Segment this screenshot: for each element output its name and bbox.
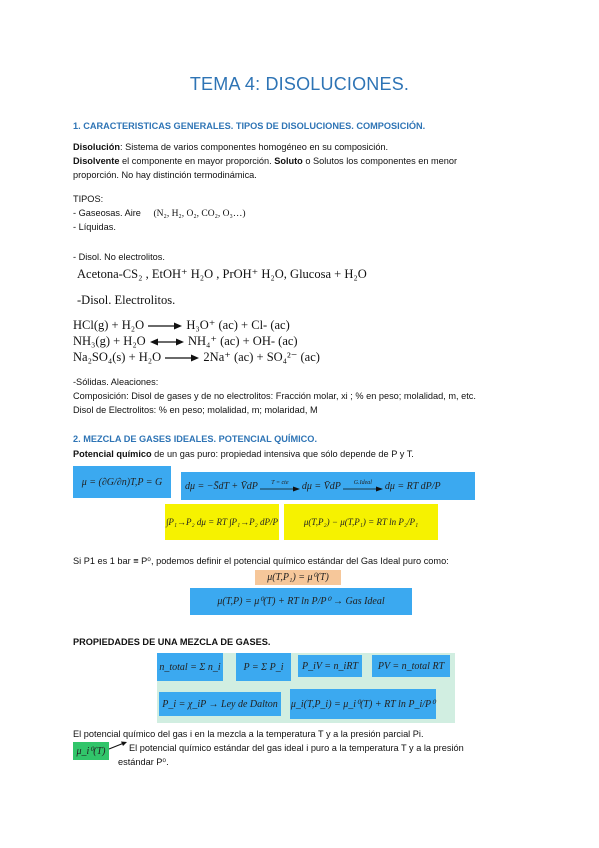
arrow-label-ideal: G.Ideal [353,480,372,486]
final-text-2: El potencial químico estándar del gas ideal i puro a la temperatura T y a la presión [129,743,464,753]
potencial-line [73,448,414,461]
disolucion-label: Disolución [73,142,120,152]
gaseosas-formula: (N₂, H₂, O₂, CO₂, O₃…) [153,209,246,219]
equation-mu-i: μ_i(T,P_i) = μ_i⁰(T) + RT ln P_i/P⁰ [290,689,436,719]
gaseosas-text: - Gaseosas. Aire [73,208,141,218]
equation-dmu-3: dμ = RT dP/P [384,480,441,492]
arrow-label-cte: T = cte [271,480,289,486]
reaction-row [73,349,320,365]
equation-pv: PV = n_total RT [372,655,450,677]
equation-mu-standard: μ(T,P₁) = μ⁰(T) [255,570,341,585]
reaction-left: Na₂SO₄(s) + H₂O [73,350,162,364]
right-arrow-icon [343,486,383,492]
right-arrow-icon [164,353,200,363]
arrow-ideal [343,480,383,492]
estandar-text: Si P1 es 1 bar ≡ P⁰, podemos definir el potencial químico estándar del Gas Ideal puro como: [73,556,449,566]
equation-mu-i0: μ_i⁰(T) [73,742,109,760]
final-text-1: El potencial químico del gas i en la mezcla a la temperatura T y a la presión parcial Pi. [73,729,424,739]
no-electrolitos-text: - Disol. No electrolitos. [73,252,165,262]
disolucion-text: : Sistema de varios componentes homogéneo en su composición. [119,142,389,152]
disolvente-text: el componente en mayor proporción. [119,156,275,166]
composicion-text: Composición: Disol de gases y de no electrolitos: Fracción molar, xi ; % en peso; molalidad, m, etc. [73,391,476,401]
equation-piv: P_iV = n_iRT [298,655,362,677]
equation-dmu-chain [181,472,475,500]
soluto-label: Soluto [274,156,303,166]
disolvente-line [73,155,457,168]
disolvente-label: Disolvente [73,156,120,166]
equation-n-total: n_total = Σ n_i [157,653,223,681]
right-arrow-icon [147,321,183,331]
reaction-row [73,333,298,349]
solidas-text: -Sólidas. Aleaciones: [73,377,159,387]
soluto-text-2: proporción. No hay distinción termodinámica. [73,170,257,180]
electrolitos-composicion-text: Disol de Electrolitos: % en peso; molalidad, m; molaridad, M [73,405,318,415]
equation-dalton: P_i = χ_iP → Ley de Dalton [159,692,281,716]
no-electrolitos-formula: Acetona-CS₂ , EtOH⁺ H₂O , PrOH⁺ H₂O, Glucosa + H₂O [77,267,367,281]
section-3-heading: PROPIEDADES DE UNA MEZCLA DE GASES. [73,637,271,647]
section-2-heading: 2. MEZCLA DE GASES IDEALES. POTENCIAL QUÍMICO. [73,434,318,444]
right-arrow-icon [260,486,300,492]
equation-mu-difference: μ(T,P₂) − μ(T,P₁) = RT ln P₂/P₁ [284,504,438,540]
equation-dmu-2: dμ = V̄dP [301,480,341,492]
tipos-label: TIPOS: [73,194,104,204]
reaction-right: NH₄⁺ (ac) + OH- (ac) [187,334,298,348]
liquidas-text: - Líquidas. [73,222,116,232]
double-arrow-icon [149,337,185,347]
page-title: TEMA 4: DISOLUCIONES. [189,74,410,94]
reaction-row [73,317,290,333]
soluto-text: o Solutos los componentes en menor [302,156,458,166]
section-1-heading: 1. CARACTERISTICAS GENERALES. TIPOS DE DISOLUCIONES. COMPOSICIÓN. [73,121,426,131]
equation-mu-definition: μ = (∂G/∂n)T,P = G [73,466,171,498]
final-text-3: estándar P⁰. [118,757,169,767]
arrow-cte [260,480,300,492]
reaction-left: NH₃(g) + H₂O [73,334,146,348]
right-arrow-icon [108,741,128,751]
electrolitos-text: -Disol. Electrolitos. [77,293,176,307]
reaction-left: HCl(g) + H₂O [73,318,145,332]
potencial-text: de un gas puro: propiedad intensiva que sólo depende de P y T. [151,449,414,459]
gaseosas-line [73,207,246,221]
reaction-right: 2Na⁺ (ac) + SO₄²⁻ (ac) [203,350,320,364]
potencial-label: Potencial químico [73,449,152,459]
equation-integral: ∫P₁→P₂ dμ = RT ∫P₁→P₂ dP/P [165,504,279,540]
equation-dmu-1: dμ = −S̄dT + V̄dP [185,480,258,492]
equation-mu-gas-ideal: μ(T,P) = μ⁰(T) + RT ln P/P⁰ → Gas Ideal [190,588,412,615]
equation-p-sum: P = Σ P_i [236,653,291,681]
disolucion-line [73,141,388,154]
reaction-right: H₃O⁺ (ac) + Cl- (ac) [186,318,290,332]
